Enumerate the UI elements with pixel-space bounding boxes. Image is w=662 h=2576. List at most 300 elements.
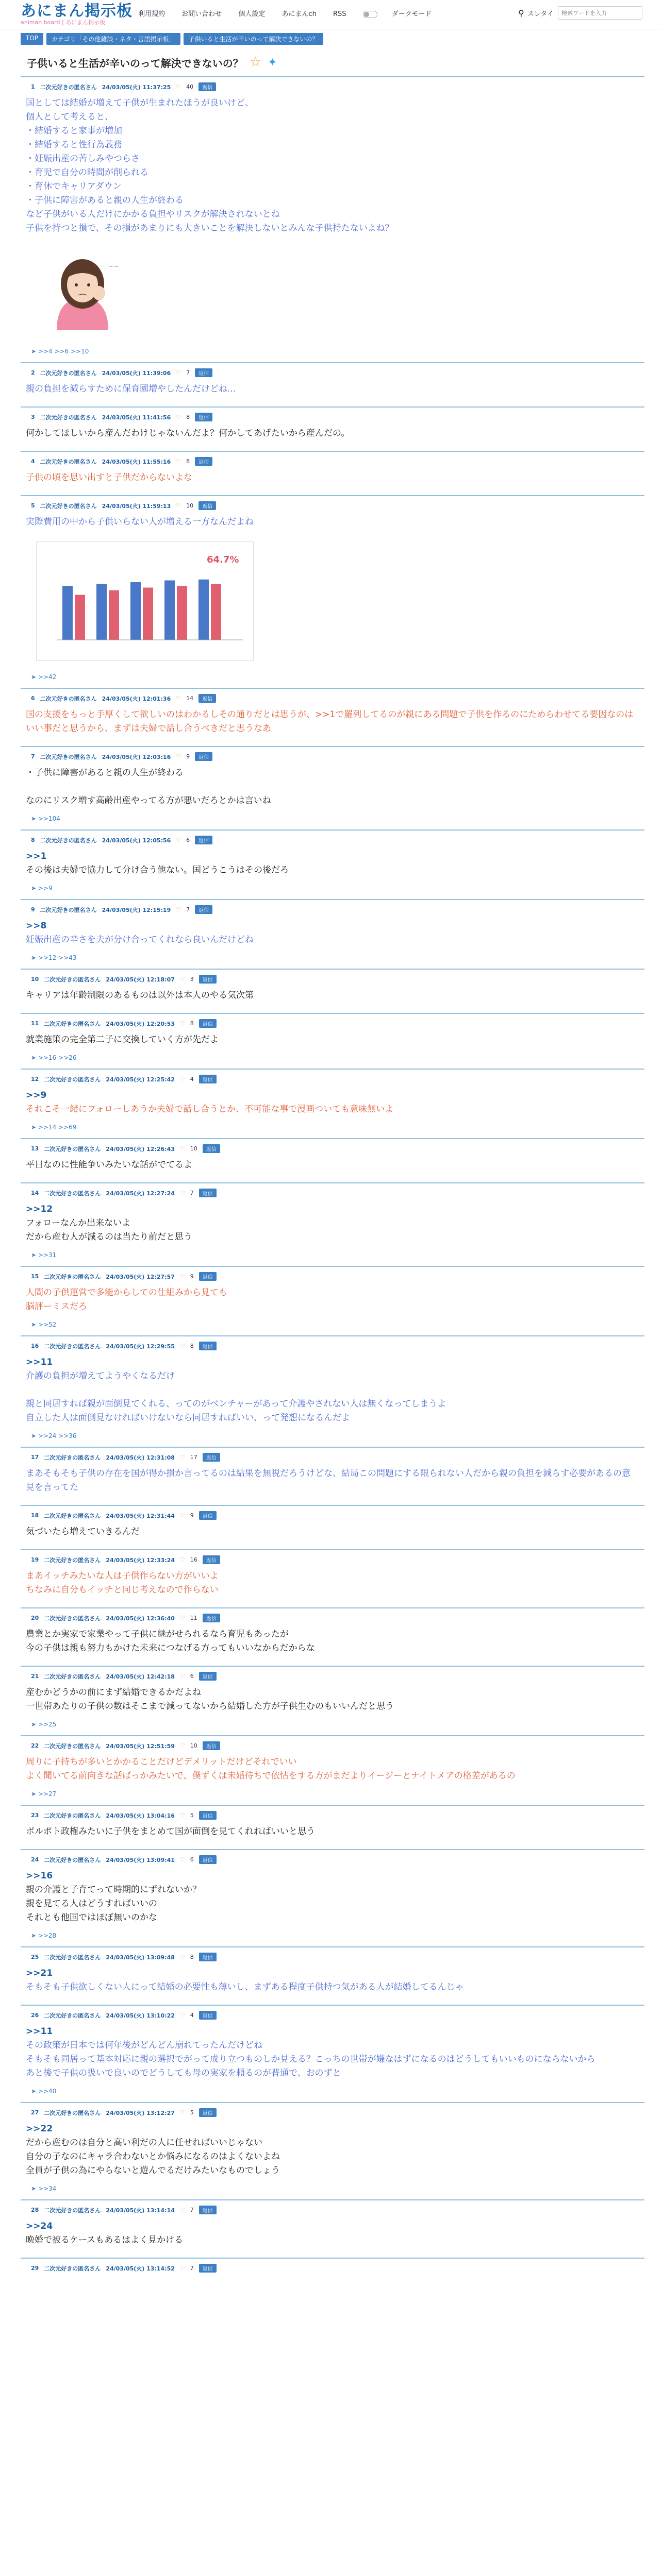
reference-links[interactable]: >>31 xyxy=(38,1251,57,1259)
post-meta xyxy=(21,1612,644,1624)
chart-annotation: 64.7% xyxy=(207,554,239,565)
poster-name: 二次元好きの匿名さん xyxy=(44,1615,101,1622)
breadcrumb-thread[interactable]: 子供いると生活が辛いのって解決できないの？ xyxy=(184,33,324,45)
like-count: 7 xyxy=(190,2207,194,2213)
post-line: まあそもそも子供の存在を国が得か損か言ってるのは結果を無視だろうけどな、結局この問題にする限られない人だから親の負担を減らす必要があるの意見を言ってた xyxy=(26,1468,631,1493)
dark-mode-toggle[interactable] xyxy=(363,10,446,18)
post-body xyxy=(21,763,644,813)
post xyxy=(21,451,644,495)
post-spacer xyxy=(21,1544,644,1549)
post-number[interactable]: 26 xyxy=(31,2012,39,2019)
post-date: 24/03/05(火) 12:05:56 xyxy=(102,837,171,844)
reply-button[interactable]: 返信 xyxy=(195,905,212,914)
reply-button[interactable]: 返信 xyxy=(199,1342,217,1350)
post-meta xyxy=(21,1142,644,1155)
chart-bar xyxy=(198,580,209,640)
post-references[interactable] xyxy=(21,1122,644,1138)
like-icon[interactable]: ♡ xyxy=(179,1812,185,1819)
post-number[interactable]: 2 xyxy=(31,369,35,376)
post-number[interactable]: 4 xyxy=(31,458,35,465)
nav-terms[interactable]: 利用規約 xyxy=(138,10,166,18)
post xyxy=(21,829,644,899)
reply-anchor[interactable]: >>11 xyxy=(26,2026,53,2037)
post-body xyxy=(21,1624,644,1660)
post-references[interactable] xyxy=(21,671,644,688)
post-number[interactable]: 18 xyxy=(31,1512,39,1519)
poster-name: 二次元好きの匿名さん xyxy=(44,1742,101,1750)
post-references[interactable] xyxy=(21,883,644,899)
reply-arrow-icon: ➤ xyxy=(31,1251,38,1259)
like-icon[interactable]: ♡ xyxy=(179,1742,185,1749)
post-date: 24/03/05(火) 12:27:57 xyxy=(106,1273,175,1280)
post-number[interactable]: 17 xyxy=(31,1454,39,1461)
reference-links[interactable]: >>9 xyxy=(38,885,53,892)
post-line: その政策が日本では何年後がどんどん崩れてったんだけどね xyxy=(26,2040,262,2050)
post-references[interactable] xyxy=(21,1788,644,1805)
post-meta xyxy=(21,750,644,763)
post-date: 24/03/05(火) 13:09:48 xyxy=(106,1954,175,1961)
logo-subtitle: animan board | あにまん掲示板 xyxy=(21,19,106,26)
post-references[interactable] xyxy=(21,1930,644,1946)
post-references[interactable] xyxy=(21,813,644,829)
logo-title: あにまん掲示板 xyxy=(21,2,133,20)
post-date: 24/03/05(火) 12:01:36 xyxy=(102,695,171,702)
post-date: 24/03/05(火) 12:15:19 xyxy=(102,906,171,913)
poster-name: 二次元好きの匿名さん xyxy=(44,1454,101,1461)
like-icon[interactable]: ♡ xyxy=(179,1020,185,1027)
like-icon[interactable]: ♡ xyxy=(179,1954,185,1960)
post xyxy=(21,495,644,688)
post-date: 24/03/05(火) 12:25:42 xyxy=(106,1076,175,1083)
post-number[interactable]: 12 xyxy=(31,1076,39,1082)
post-body xyxy=(21,512,644,534)
like-count: 8 xyxy=(190,1020,194,1027)
reply-anchor[interactable]: >>9 xyxy=(26,1090,47,1100)
reply-button[interactable]: 返信 xyxy=(199,1272,217,1281)
post-references[interactable] xyxy=(21,1430,644,1447)
like-icon[interactable]: ♡ xyxy=(176,369,181,376)
like-icon[interactable]: ♡ xyxy=(176,906,181,913)
post xyxy=(21,1849,644,1946)
post-body xyxy=(21,1822,644,1844)
breadcrumb-top[interactable]: TOP xyxy=(21,33,43,45)
post-line: 平日なのに性能争いみたいな話がでてるよ xyxy=(26,1160,192,1170)
post xyxy=(21,406,644,451)
like-count: 9 xyxy=(186,753,190,760)
reference-links[interactable]: >>27 xyxy=(38,1790,57,1798)
reference-links[interactable]: >>104 xyxy=(38,815,60,822)
poster-name: 二次元好きの匿名さん xyxy=(44,1145,101,1153)
post xyxy=(21,76,644,362)
post xyxy=(21,1549,644,1607)
like-count: 7 xyxy=(190,1190,194,1196)
nav-animanch[interactable]: あにまんch xyxy=(282,10,317,18)
reply-button[interactable]: 返信 xyxy=(203,1741,220,1750)
post-number[interactable]: 9 xyxy=(31,906,35,913)
post-line: 周りに子持ちが多いとかかることだけどデメリットだけどそれでいい xyxy=(26,1757,297,1767)
post-number[interactable]: 21 xyxy=(31,1673,39,1680)
reply-button[interactable]: 返信 xyxy=(199,1511,217,1520)
reply-button[interactable]: 返信 xyxy=(199,2264,217,2273)
search-icon[interactable]: ⚲ xyxy=(518,8,524,18)
post-spacer xyxy=(21,1999,644,2005)
like-count: 4 xyxy=(190,2012,194,2019)
post-meta xyxy=(21,2262,644,2275)
twitter-share-icon[interactable]: ✦ xyxy=(268,56,277,69)
reference-links[interactable]: >>28 xyxy=(38,1932,57,1939)
breadcrumb-category[interactable]: カテゴリ「その他雑談・ネタ・言語掲示板」 xyxy=(46,33,180,45)
reply-anchor[interactable]: >>1 xyxy=(26,851,47,861)
chart-bar xyxy=(130,582,141,640)
post-number[interactable]: 15 xyxy=(31,1273,39,1280)
reply-button[interactable]: 返信 xyxy=(199,975,217,984)
nav-settings[interactable]: 個人設定 xyxy=(238,10,266,18)
post-meta xyxy=(21,834,644,846)
reply-button[interactable]: 返信 xyxy=(198,82,216,91)
like-count: 8 xyxy=(190,1954,194,1960)
post-body xyxy=(21,916,644,952)
reply-anchor[interactable]: >>11 xyxy=(26,1357,53,1367)
post xyxy=(21,362,644,406)
reply-button[interactable]: 返信 xyxy=(199,1075,217,1083)
reply-anchor[interactable]: >>24 xyxy=(26,2221,53,2231)
like-count: 5 xyxy=(190,1812,194,1819)
site-logo[interactable] xyxy=(21,3,133,26)
like-icon[interactable]: ♡ xyxy=(176,695,181,702)
post-spacer xyxy=(21,1844,644,1849)
like-icon[interactable]: ♡ xyxy=(179,1556,185,1563)
like-icon[interactable]: ♡ xyxy=(176,837,181,843)
post-spacer xyxy=(21,2252,644,2258)
post xyxy=(21,1505,644,1549)
post-number[interactable]: 27 xyxy=(31,2109,39,2116)
reply-anchor[interactable]: >>21 xyxy=(26,1968,53,1978)
reply-button[interactable]: 返信 xyxy=(195,836,212,844)
post-line: なのにリスク増す高齢出産やってる方が悪いだろとかは言いね xyxy=(26,795,271,806)
reply-button[interactable]: 返信 xyxy=(195,457,212,466)
reply-button[interactable]: 返信 xyxy=(203,1614,220,1622)
reference-links[interactable]: >>14 >>69 xyxy=(38,1124,77,1131)
poster-name: 二次元好きの匿名さん xyxy=(44,1190,101,1197)
post-line: 農業とか実家で家業やって子供に継がせられるなら育児もあったが xyxy=(26,1629,289,1639)
post-line: 親の負担を減らすために保育園増やしたんだけどね... xyxy=(26,384,236,394)
post-body xyxy=(21,1566,644,1602)
reference-links[interactable]: >>25 xyxy=(38,1721,57,1728)
poster-name: 二次元好きの匿名さん xyxy=(40,369,97,377)
reply-anchor[interactable]: >>8 xyxy=(26,921,47,931)
post-line: 実際費用の中から子供いらない人が増える一方なんだよね xyxy=(26,517,254,527)
like-count: 7 xyxy=(186,906,190,913)
post-date: 24/03/05(火) 13:14:14 xyxy=(106,2207,175,2214)
like-count: 9 xyxy=(190,1512,194,1519)
reply-button[interactable]: 返信 xyxy=(199,2108,217,2117)
post-line: よく聞いてる前向きな話ばっかみたいで、僕ずくは未婚待ちで依怙をする方がまだよりイージーとナイトメアの格差があるの xyxy=(26,1771,516,1781)
poster-name: 二次元好きの匿名さん xyxy=(44,1512,101,1519)
post-meta xyxy=(21,2106,644,2119)
reply-button[interactable]: 返信 xyxy=(199,2011,217,2020)
post-line: 脳評ーミスだろ xyxy=(26,1301,87,1312)
reply-button[interactable]: 返信 xyxy=(195,752,212,761)
poster-name: 二次元好きの匿名さん xyxy=(40,458,97,465)
poster-name: 二次元好きの匿名さん xyxy=(40,83,97,91)
reply-button[interactable]: 返信 xyxy=(199,1811,217,1820)
post-number[interactable]: 28 xyxy=(31,2207,39,2213)
like-count: 8 xyxy=(186,414,190,420)
toggle-switch-icon[interactable] xyxy=(363,11,377,18)
post-body xyxy=(21,468,644,490)
like-count: 8 xyxy=(186,458,190,465)
like-icon[interactable]: ♡ xyxy=(176,753,181,760)
search-input[interactable] xyxy=(558,6,642,20)
poster-name: 二次元好きの匿名さん xyxy=(44,1020,101,1027)
post-date: 24/03/05(火) 11:41:56 xyxy=(102,414,171,421)
post-line: 親を見てる人はどうすればいいの xyxy=(26,1899,157,1909)
post-number[interactable]: 7 xyxy=(31,753,35,760)
reply-button[interactable]: 返信 xyxy=(198,501,216,510)
reply-button[interactable]: 返信 xyxy=(199,1189,217,1197)
post-meta xyxy=(21,1017,644,1030)
post xyxy=(21,1138,644,1182)
post-number[interactable]: 6 xyxy=(31,695,35,702)
reference-links[interactable]: >>12 >>43 xyxy=(38,954,77,961)
poster-name: 二次元好きの匿名さん xyxy=(44,2109,101,2116)
like-count: 40 xyxy=(186,83,194,90)
like-count: 4 xyxy=(190,1076,194,1082)
chart-bar xyxy=(75,595,85,640)
like-icon[interactable]: ♡ xyxy=(179,1190,185,1196)
poster-name: 二次元好きの匿名さん xyxy=(40,502,97,510)
like-icon[interactable]: ♡ xyxy=(176,458,181,465)
search-bar xyxy=(518,6,642,20)
reply-button[interactable]: 返信 xyxy=(195,413,212,421)
post-references[interactable] xyxy=(21,952,644,969)
reply-button[interactable]: 返信 xyxy=(199,1855,217,1864)
post-number[interactable]: 16 xyxy=(31,1343,39,1349)
reply-arrow-icon: ➤ xyxy=(31,348,38,355)
reply-anchor[interactable]: >>16 xyxy=(26,1871,53,1881)
reply-arrow-icon: ➤ xyxy=(31,2088,38,2095)
reply-button[interactable]: 返信 xyxy=(198,694,216,703)
poster-name: 二次元好きの匿名さん xyxy=(44,1812,101,1819)
poster-name: 二次元好きの匿名さん xyxy=(44,1273,101,1280)
reference-links[interactable]: >>42 xyxy=(38,673,57,681)
like-icon[interactable]: ♡ xyxy=(176,414,181,420)
post-number[interactable]: 20 xyxy=(31,1615,39,1621)
post-date: 24/03/05(火) 12:27:24 xyxy=(106,1190,175,1197)
post-line: 介護の負担が増えてようやくなるだけ xyxy=(26,1371,175,1381)
search-scope[interactable]: スレタイ xyxy=(527,10,554,18)
post-line: ・育休でキャリアダウン xyxy=(26,181,122,192)
post-line: 国としては結婚が増えて子供が生まれたほうが良いけど、 xyxy=(26,98,254,108)
reference-links[interactable]: >>40 xyxy=(38,2088,57,2095)
reply-button[interactable]: 返信 xyxy=(199,1019,217,1028)
post-references[interactable] xyxy=(21,1319,644,1335)
post xyxy=(21,1335,644,1447)
post-line: ちなみに自分もイッチと同じ考えなので作らない xyxy=(26,1585,219,1595)
post-date: 24/03/05(火) 12:42:18 xyxy=(106,1673,175,1680)
like-icon[interactable]: ♡ xyxy=(179,976,185,982)
post-body xyxy=(21,1752,644,1788)
reply-button[interactable]: 返信 xyxy=(199,2206,217,2214)
post-line: 気づいたら増えていきるんだ xyxy=(26,1527,140,1537)
post-number[interactable]: 23 xyxy=(31,1812,39,1819)
post xyxy=(21,2258,644,2288)
post-number[interactable]: 11 xyxy=(31,1020,39,1027)
reply-arrow-icon: ➤ xyxy=(31,954,38,961)
reply-button[interactable]: 返信 xyxy=(195,368,212,377)
post-number[interactable]: 14 xyxy=(31,1190,39,1196)
post-meta xyxy=(21,1853,644,1866)
like-icon[interactable]: ♡ xyxy=(176,83,181,90)
like-icon[interactable]: ♡ xyxy=(179,1076,185,1082)
post-spacer xyxy=(21,1008,644,1013)
poster-name: 二次元好きの匿名さん xyxy=(40,837,97,844)
post-line: 妊娠出産の辛さを夫が分け合ってくれなら良いんだけどね xyxy=(26,935,254,945)
post-number[interactable]: 24 xyxy=(31,1856,39,1863)
like-icon[interactable]: ♡ xyxy=(179,1615,185,1621)
like-icon[interactable]: ♡ xyxy=(179,2109,185,2116)
post-date: 24/03/05(火) 11:59:13 xyxy=(102,502,171,510)
poster-name: 二次元好きの匿名さん xyxy=(44,1954,101,1961)
post-image-chart[interactable] xyxy=(36,541,254,661)
post-line: 子供を持つと損で、その損があまりにも大きいことを解決しないとみんな子供持たないよね？ xyxy=(26,223,394,233)
reference-links[interactable]: >>52 xyxy=(38,1321,57,1328)
reply-anchor[interactable]: >>22 xyxy=(26,2124,53,2134)
poster-name: 二次元好きの匿名さん xyxy=(44,2265,101,2272)
reply-button[interactable]: 返信 xyxy=(199,1953,217,1961)
post xyxy=(21,1266,644,1335)
post-line: 何かしてほしいから産んだわけじゃないんだよ？何かしてあげたいから産んだの。 xyxy=(26,428,350,438)
reply-button[interactable]: 返信 xyxy=(199,1672,217,1681)
like-count: 8 xyxy=(190,1343,194,1349)
post-meta xyxy=(21,2204,644,2216)
like-icon[interactable]: ♡ xyxy=(179,1145,185,1152)
post xyxy=(21,2102,644,2199)
reply-anchor[interactable]: >>12 xyxy=(26,1204,53,1214)
post-number[interactable]: 29 xyxy=(31,2265,39,2272)
like-count: 6 xyxy=(186,837,190,843)
svg-text:~~: ~~ xyxy=(108,263,119,270)
like-icon[interactable]: ♡ xyxy=(179,2265,185,2272)
post-line: ・結婚すると家事が増加 xyxy=(26,126,122,136)
post-meta xyxy=(21,455,644,468)
like-count: 10 xyxy=(190,1742,197,1749)
post-line: など子供がいる人だけにかかる負担やリスクが解決されないとね xyxy=(26,209,280,219)
post-number[interactable]: 8 xyxy=(31,837,35,843)
like-count: 6 xyxy=(190,1673,194,1680)
reference-links[interactable]: >>34 xyxy=(38,2185,57,2192)
post-date: 24/03/05(火) 12:29:55 xyxy=(106,1343,175,1350)
post-line: 親と同居すれば親が面倒見てくれる、ってのがベンチャーがあって介護やされない人は無くなってしまうよ xyxy=(26,1399,446,1409)
poster-name: 二次元好きの匿名さん xyxy=(44,2012,101,2019)
nav-rss[interactable]: RSS xyxy=(333,10,346,18)
reply-button[interactable]: 返信 xyxy=(203,1144,220,1153)
like-icon[interactable]: ♡ xyxy=(179,2207,185,2213)
post-date: 24/03/05(火) 12:36:40 xyxy=(106,1615,175,1622)
post-body xyxy=(21,986,644,1008)
post-number[interactable]: 10 xyxy=(31,976,39,982)
reply-arrow-icon: ➤ xyxy=(31,815,38,822)
like-count: 10 xyxy=(186,502,194,509)
post-body xyxy=(21,1683,644,1719)
favorite-star-icon[interactable]: ☆ xyxy=(249,55,262,70)
post-number[interactable]: 5 xyxy=(31,502,35,509)
post-list xyxy=(21,76,644,2288)
reply-arrow-icon: ➤ xyxy=(31,1932,38,1939)
post-references[interactable] xyxy=(21,1249,644,1266)
reference-links[interactable]: >>24 >>36 xyxy=(38,1432,77,1439)
post-line: 就業施策の完全第二子に交換していく方が先だよ xyxy=(26,1035,219,1045)
like-icon[interactable]: ♡ xyxy=(179,1512,185,1519)
post-references[interactable] xyxy=(21,1052,644,1069)
post-number[interactable]: 3 xyxy=(31,414,35,420)
like-icon[interactable]: ♡ xyxy=(179,1343,185,1349)
like-icon[interactable]: ♡ xyxy=(179,1856,185,1863)
like-icon[interactable]: ♡ xyxy=(176,502,181,509)
poster-name: 二次元好きの匿名さん xyxy=(40,695,97,702)
nav-contact[interactable]: お問い合わせ xyxy=(181,10,222,18)
post-line: 晩婚で被るケースもあるはよく見かける xyxy=(26,2235,184,2245)
post-number[interactable]: 25 xyxy=(31,1954,39,1960)
post-line: キャリアは年齢制限のあるものは以外は本人のやる気次第 xyxy=(26,990,254,1001)
reference-links[interactable]: >>16 >>26 xyxy=(38,1054,77,1061)
post-body xyxy=(21,1963,644,1999)
reference-links[interactable]: >>4 >>6 >>10 xyxy=(38,348,89,355)
post-spacer xyxy=(21,2283,644,2288)
like-count: 17 xyxy=(190,1454,197,1461)
post-number[interactable]: 1 xyxy=(31,83,35,90)
like-icon[interactable]: ♡ xyxy=(179,1673,185,1680)
post-line: ・育児で自分の時間が削られる xyxy=(26,167,148,178)
post-line: その後は夫婦で協力して分け合う他ない。国どうこうはその後だろ xyxy=(26,865,289,875)
post-meta xyxy=(21,1451,644,1464)
post xyxy=(21,1735,644,1805)
post-date: 24/03/05(火) 12:18:07 xyxy=(106,976,175,983)
like-icon[interactable]: ♡ xyxy=(179,1273,185,1280)
post-number[interactable]: 22 xyxy=(31,1742,39,1749)
like-icon[interactable]: ♡ xyxy=(179,2012,185,2019)
poster-name: 二次元好きの匿名さん xyxy=(44,1343,101,1350)
reply-arrow-icon: ➤ xyxy=(31,885,38,892)
post-references[interactable] xyxy=(21,2183,644,2199)
like-count: 6 xyxy=(190,1856,194,1863)
post-references[interactable] xyxy=(21,1719,644,1735)
like-icon[interactable]: ♡ xyxy=(179,1454,185,1461)
reply-button[interactable]: 返信 xyxy=(203,1555,220,1564)
post-references[interactable] xyxy=(21,2086,644,2102)
post-date: 24/03/05(火) 13:14:52 xyxy=(106,2265,175,2272)
post-line: あと後で子供の扱いで良いのでどうしても母の実家を頼るのが普通で、おのずと xyxy=(26,2068,341,2078)
post-number[interactable]: 13 xyxy=(31,1145,39,1152)
poster-name: 二次元好きの匿名さん xyxy=(44,976,101,983)
post-line: ・子供に障害があると親の人生が終わる xyxy=(26,768,184,778)
chart-bar xyxy=(96,584,107,640)
poster-name: 二次元好きの匿名さん xyxy=(44,2207,101,2214)
post xyxy=(21,1666,644,1735)
post-spacer xyxy=(21,1602,644,1607)
post xyxy=(21,1013,644,1069)
post-meta xyxy=(21,1670,644,1683)
post-number[interactable]: 19 xyxy=(31,1556,39,1563)
reply-button[interactable]: 返信 xyxy=(203,1453,220,1462)
post-line: ・妊娠出産の苦しみやつらさ xyxy=(26,154,140,164)
reply-arrow-icon: ➤ xyxy=(31,1790,38,1798)
reply-arrow-icon: ➤ xyxy=(31,1321,38,1328)
reply-arrow-icon: ➤ xyxy=(31,1432,38,1439)
post-date: 24/03/05(火) 12:51:59 xyxy=(106,1742,175,1750)
post-image-woman[interactable] xyxy=(36,248,129,335)
post-references[interactable] xyxy=(21,346,644,362)
